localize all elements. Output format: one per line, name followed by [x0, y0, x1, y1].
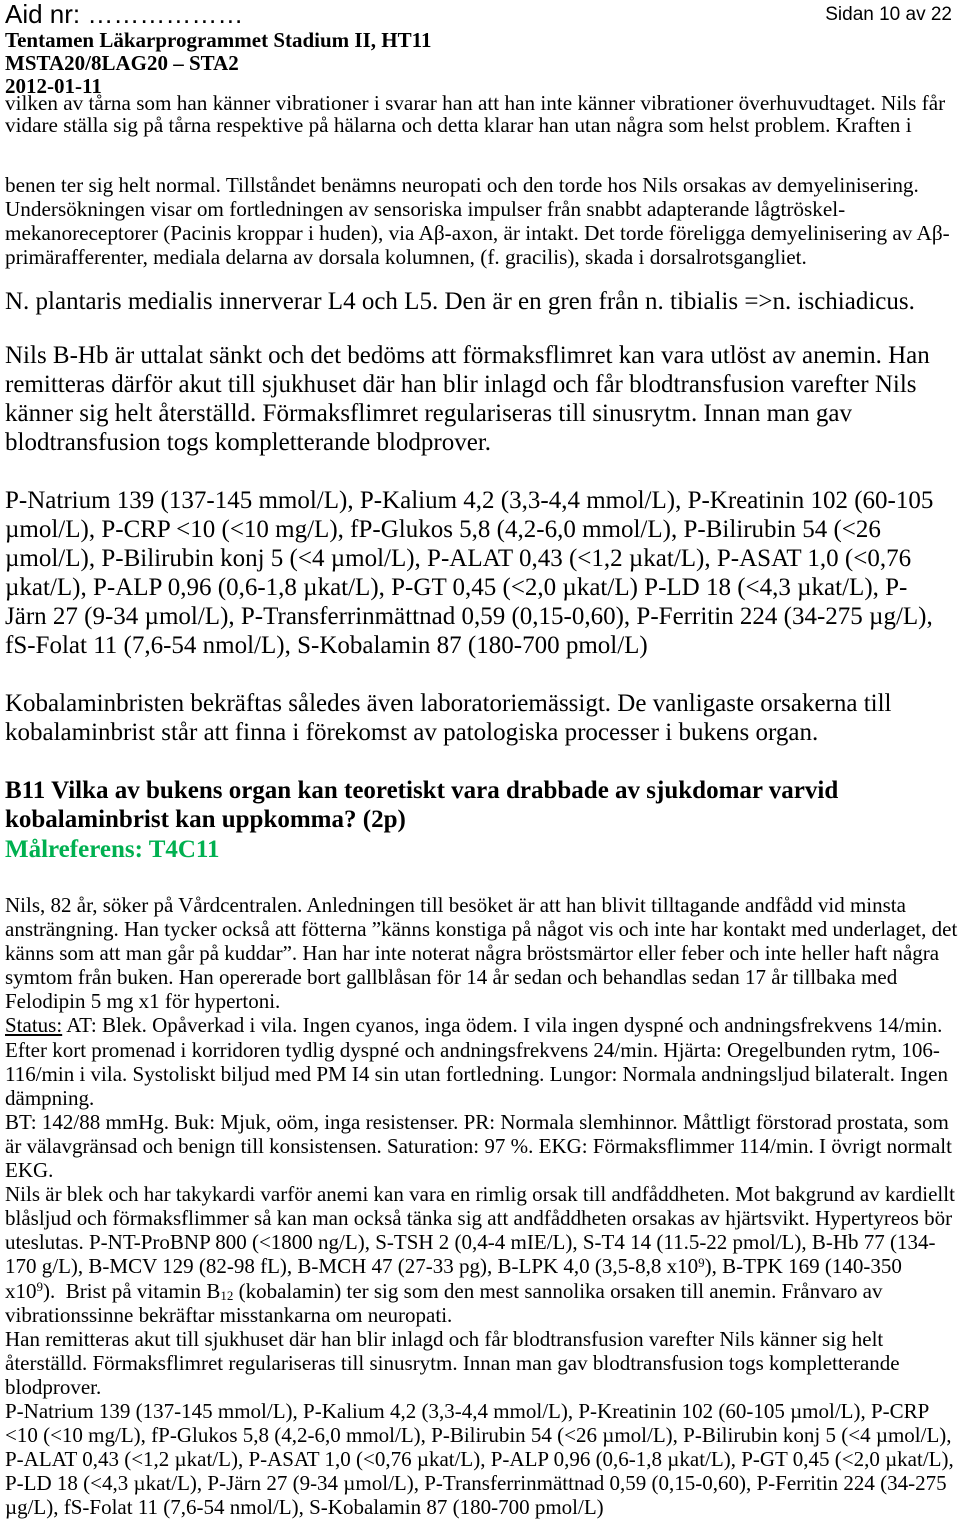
goal-reference: Målreferens: T4C11: [5, 835, 220, 863]
text-line: känner sig helt återställd. Förmaksflimret regulariseras till sinusrytm. Innan man gav: [5, 399, 853, 427]
text-line: Nils B-Hb är uttalat sänkt och det bedöms att förmaksflimret kan vara utlöst av anemin. Han: [5, 341, 930, 369]
text-line: µmol/L), P-CRP <10 (<10 mg/L), fP-Glukos 5,8 (4,2-6,0 mmol/L), P-Bilirubin 54 (<26: [5, 515, 881, 543]
text-line: mekanoreceptorer (Pacinis kroppar i huden), via Aβ-axon, är intakt. Det torde föreligga demyelinisering av Aβ-: [5, 221, 950, 245]
superscript: 9: [36, 1279, 44, 1295]
text-line: Undersökningen visar om fortledningen av sensoriska impulser från snabbt adapterande lågtröskel-: [5, 197, 846, 221]
text-line: Han remitteras akut till sjukhuset där han blir inlagd och får blodtransfusion varefter Nils känner sig helt: [5, 1326, 884, 1351]
text-line: MSTA20/8LAG20 – STA2: [5, 51, 239, 75]
text-segment: AT: Blek. Opåverkad i vila. Ingen cyanos, inga ödem. I vila ingen dyspné och andningsfrekvens 14/min.: [62, 1013, 943, 1038]
text-line: 116/min i vila. Systoliskt biljud med PM I4 sin utan fortledning. Lungor: Normala andningsljud bilateralt. Ingen: [5, 1061, 948, 1086]
text-line: N. plantaris medialis innerverar L4 och L5. Den är en gren från n. tibialis =>n. ischiadicus.: [5, 287, 915, 315]
page-number: Sidan 10 av 22: [825, 4, 952, 25]
text-line: uteslutas. P-NT-ProBNP 800 (<1800 ng/L), S-TSH 2 (0,4-4 mIE/L), S-T4 14 (11.5-22 pmol/L), B-Hb 77 (134-: [5, 1230, 936, 1255]
text-line: µkat/L), P-ALP 0,96 (0,6-1,8 µkat/L), P-GT 0,45 (<2,0 µkat/L) P-LD 18 (<4,3 µkat/L), P-: [5, 573, 908, 601]
text-line: fS-Folat 11 (7,6-54 nmol/L), S-Kobalamin 87 (180-700 pmol/L): [5, 631, 648, 659]
text-line: µmol/L), P-Bilirubin konj 5 (<4 µmol/L), P-ALAT 0,43 (<1,2 µkat/L), P-ASAT 1,0 (<0,76: [5, 544, 912, 572]
text-line: kobalaminbrist står att finna i förekomst av patologiska processer i bukens organ.: [5, 718, 819, 746]
text-segment: x10: [5, 1278, 37, 1303]
paragraph-nerve-anatomy: [5, 287, 955, 316]
case-assessment: [5, 1182, 955, 1327]
aid-number-label: [5, 0, 955, 28]
text-segment: (kobalamin) ter sig som den mest sannolika orsaken till anemin. Frånvaro av: [233, 1278, 883, 1303]
text-line: Kobalaminbristen bekräftas således även laboratoriemässigt. De vanligaste orsakerna till: [5, 689, 892, 717]
text-segment: ). Brist på vitamin B: [43, 1278, 221, 1303]
text-line: vidare ställa sig på tårna respektive på hälarna och detta klarar han utan några som helst problem. Kraften i: [5, 113, 912, 137]
text-line: Tentamen Läkarprogrammet Stadium II, HT11: [5, 28, 432, 52]
text-line: återställd. Förmaksflimret regulariseras till sinusrytm. Innan man gav blodtransfusion togs kompletterande: [5, 1350, 900, 1375]
text-line: Järn 27 (9-34 µmol/L), P-Transferrinmättnad 0,59 (0,15-0,60), P-Ferritin 224 (34-275 µg/L),: [5, 602, 933, 630]
exam-header: [5, 29, 955, 98]
text-line: Nils, 82 år, söker på Vårdcentralen. Anledningen till besöket är att han blivit tilltagande andfådd vid minsta: [5, 893, 906, 917]
text-segment: 170 g/L), B-MCV 129 (82-98 fL), B-MCH 47 (27-33 pg), B-LPK 4,0 (3,5-8,8 x10: [5, 1254, 699, 1279]
text-line: µg/L), fS-Folat 11 (7,6-54 nmol/L), S-Kobalamin 87 (180-700 pmol/L): [5, 1495, 604, 1520]
case-history: [5, 893, 958, 1014]
case-lab-results: [5, 1399, 955, 1519]
text-line: [5, 1254, 955, 1278]
subscript: 12: [220, 1288, 234, 1304]
case-description: [5, 893, 958, 1520]
paragraph-transfusion: [5, 341, 955, 457]
text-line: benen ter sig helt normal. Tillståndet benämns neuropati och den torde hos Nils orsakas av demyelinisering.: [5, 173, 919, 197]
text-line: B11 Vilka av bukens organ kan teoretiskt vara drabbade av sjukdomar varvid: [5, 776, 839, 804]
text-line: ansträngning. Han tycker också att fötterna ”känns konstiga på något vis och inte har kontakt med underlaget, det: [5, 917, 958, 942]
case-status: [5, 1013, 955, 1109]
text-line: Efter kort promenad i korridoren tydlig dyspné och andningsfrekvens 24/min. Hjärta: Oregelbunden rytm, 106-: [5, 1037, 940, 1062]
paragraph-lab-results: [5, 486, 955, 660]
text-line: blodprover.: [5, 1374, 102, 1399]
text-line: känns som att man går på kuddar”. Han har inte noterat några bröstsmärtor eller feber och inte heller haft några: [5, 941, 940, 966]
case-referral: [5, 1327, 955, 1399]
text-line: vilken av tårna som han känner vibrationer i svarar han att han inte känner vibrationer överhuvudtaget. Nils får: [5, 91, 946, 115]
superscript: 9: [698, 1255, 705, 1271]
underlined-label: Status:: [5, 1013, 63, 1038]
text-line: <10 (<10 mg/L), fP-Glukos 5,8 (4,2-6,0 mmol/L), P-Bilirubin 54 (<26 µmol/L), P-Bilirubin konj 5 (<4 µmol/L),: [5, 1423, 952, 1448]
paragraph-conclusion: [5, 689, 955, 747]
text-line: blodtransfusion togs kompletterande blodprover.: [5, 428, 492, 456]
text-line: Aid nr: ………………: [5, 0, 244, 29]
text-line: P-LD 18 (<4,3 µkat/L), P-Järn 27 (9-34 µmol/L), P-Transferrinmättnad 0,59 (0,15-0,60), P-Ferritin 224 (34-275: [5, 1471, 947, 1496]
text-line: vibrationssinne bekräftar misstankarna om neuropati.: [5, 1302, 453, 1327]
case-vitals-exam: [5, 1110, 955, 1182]
text-line: dämpning.: [5, 1085, 95, 1110]
text-line: remitteras därför akut till sjukhuset där han blir inlagd och får blodtransfusion varefter Nils: [5, 370, 917, 398]
text-line: P-ALAT 0,43 (<1,2 µkat/L), P-ASAT 1,0 (<0,76 µkat/L), P-ALP 0,96 (0,6-1,8 µkat/L), P-GT 0,45 (<2,0 µkat/L),: [5, 1447, 954, 1472]
text-line: P-Natrium 139 (137-145 mmol/L), P-Kalium 4,2 (3,3-4,4 mmol/L), P-Kreatinin 102 (60-105: [5, 486, 934, 514]
text-line: primärafferenter, mediala delarna av dorsala kolumnen, (f. gracilis), skada i dorsalrotsgangliet.: [5, 245, 807, 269]
text-line: Felodipin 5 mg x1 för hypertoni.: [5, 989, 281, 1014]
text-line: 2012-01-11: [5, 74, 102, 98]
text-line: P-Natrium 139 (137-145 mmol/L), P-Kalium 4,2 (3,3-4,4 mmol/L), P-Kreatinin 102 (60-105 µmol/L), P-CRP: [5, 1398, 930, 1423]
text-line: är välavgränsad och benign till konsistensen. Saturation: 97 %. EKG: Förmaksflimmer 114/min. I övrigt normalt: [5, 1133, 952, 1158]
text-line: EKG.: [5, 1158, 54, 1183]
text-line: symtom från buken. Han opererade bort gallblåsan för 14 år sedan och behandlas sedan 17 år tillbaka med: [5, 965, 898, 990]
text-line: Nils är blek och har takykardi varför anemi kan vara en rimlig orsak till andfåddheten. Mot bakgrund av kardiellt: [5, 1182, 955, 1207]
text-line: BT: 142/88 mmHg. Buk: Mjuk, oöm, inga resistenser. PR: Normala slemhinnor. Måttligt förstorad prostata, som: [5, 1109, 949, 1134]
text-line: blåsljud och förmaksflimmer så kan man också tänka sig att andfåddheten orsakas av hjärtsvikt. Hypertyreos bör: [5, 1206, 953, 1231]
text-line: [5, 1279, 955, 1303]
text-segment: ), B-TPK 169 (140-350: [704, 1254, 902, 1279]
question-b11: [5, 776, 955, 834]
paragraph-neuropathy-continued: [5, 92, 955, 136]
text-line: kobalaminbrist kan uppkomma? (2p): [5, 805, 406, 833]
text-line: [5, 1013, 955, 1037]
paragraph-neuropathy-explanation: [5, 173, 955, 269]
